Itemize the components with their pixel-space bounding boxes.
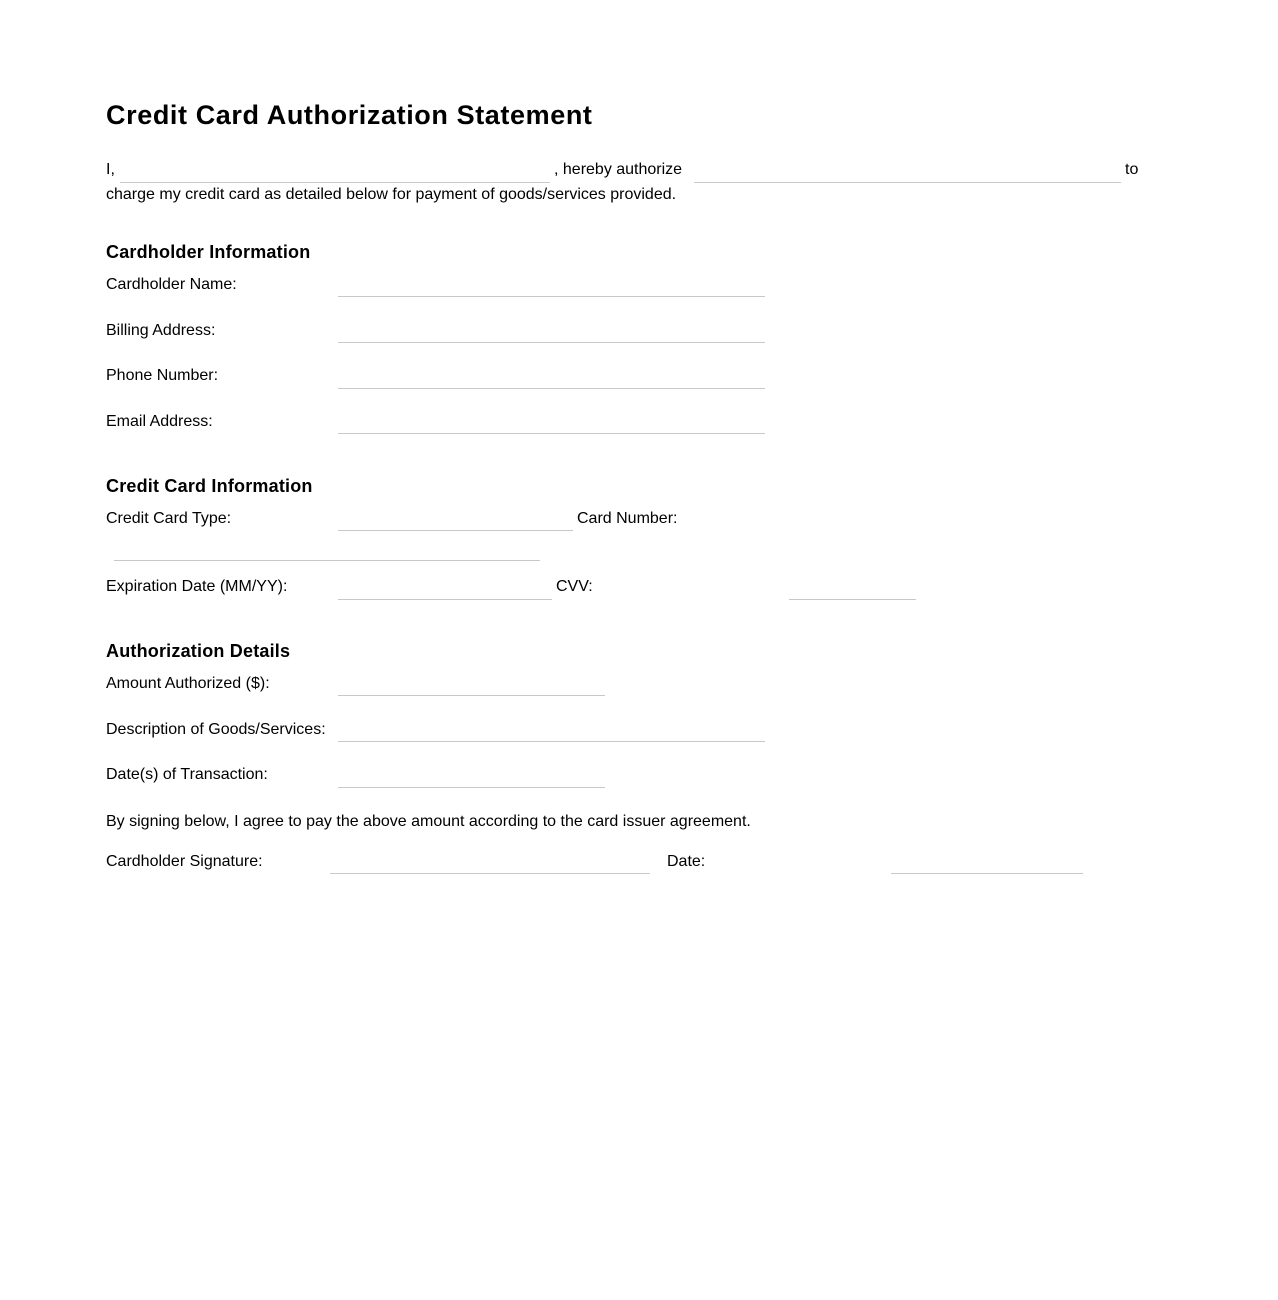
authorization-section-heading: Authorization Details bbox=[106, 641, 291, 661]
cardholder-name-field[interactable] bbox=[338, 277, 765, 297]
cardholder-section-heading: Cardholder Information bbox=[106, 242, 311, 262]
signature-label: Cardholder Signature: bbox=[106, 853, 263, 870]
merchant-name-field[interactable] bbox=[694, 163, 1121, 183]
intro-middle: , hereby authorize bbox=[554, 161, 683, 178]
page-title: Credit Card Authorization Statement bbox=[106, 100, 593, 130]
cvv-field[interactable] bbox=[789, 580, 916, 600]
billing-address-field[interactable] bbox=[338, 323, 765, 343]
signature-date-label: Date: bbox=[667, 853, 706, 870]
card-number-field[interactable] bbox=[114, 541, 540, 561]
cvv-label: CVV: bbox=[556, 578, 593, 595]
cardholder-name-label: Cardholder Name: bbox=[106, 276, 237, 293]
transaction-dates-label: Date(s) of Transaction: bbox=[106, 766, 268, 783]
expiration-date-field[interactable] bbox=[338, 580, 552, 600]
card-number-label: Card Number: bbox=[577, 510, 678, 527]
agreement-statement: By signing below, I agree to pay the above amount according to the card issuer agreement. bbox=[106, 813, 751, 830]
signature-field[interactable] bbox=[330, 854, 650, 874]
card-section-heading: Credit Card Information bbox=[106, 476, 313, 496]
intro-prefix: I, bbox=[106, 161, 115, 178]
card-type-label: Credit Card Type: bbox=[106, 510, 232, 527]
card-type-field[interactable] bbox=[338, 511, 573, 531]
transaction-dates-field[interactable] bbox=[338, 768, 605, 788]
authorizer-name-field[interactable] bbox=[120, 163, 550, 183]
phone-number-label: Phone Number: bbox=[106, 367, 219, 384]
intro-line-2: charge my credit card as detailed below for payment of goods/services provided. bbox=[106, 186, 677, 203]
description-field[interactable] bbox=[338, 722, 765, 742]
email-address-field[interactable] bbox=[338, 414, 765, 434]
amount-authorized-field[interactable] bbox=[338, 676, 605, 696]
phone-number-field[interactable] bbox=[338, 369, 765, 389]
signature-date-field[interactable] bbox=[891, 854, 1083, 874]
expiration-date-label: Expiration Date (MM/YY): bbox=[106, 578, 288, 595]
amount-authorized-label: Amount Authorized ($): bbox=[106, 675, 270, 692]
intro-suffix: to bbox=[1125, 161, 1139, 178]
email-address-label: Email Address: bbox=[106, 413, 213, 430]
description-label: Description of Goods/Services: bbox=[106, 721, 326, 738]
billing-address-label: Billing Address: bbox=[106, 322, 216, 339]
